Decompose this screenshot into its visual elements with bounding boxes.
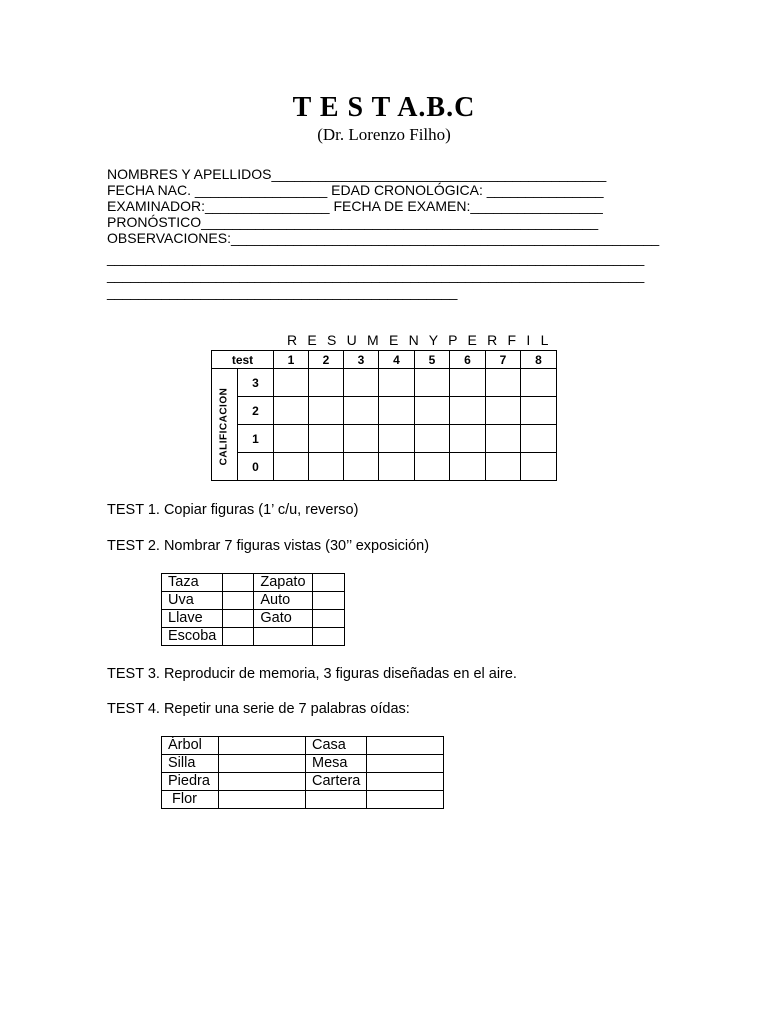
grid-cell[interactable] [344, 369, 379, 397]
grid-cell[interactable] [274, 369, 309, 397]
perfil-table [211, 350, 557, 481]
word-cell: Taza [162, 574, 223, 592]
table-row [162, 737, 444, 755]
word-cell: Escoba [162, 628, 223, 646]
field-pronostico: PRONÓSTICO___________________________________________________ [107, 214, 599, 230]
observaciones-line: _____________________________________________ [107, 284, 458, 300]
grid-cell[interactable] [344, 453, 379, 481]
word-cell: Flor [162, 791, 219, 809]
word-cell: Casa [306, 737, 367, 755]
answer-cell[interactable] [312, 592, 344, 610]
observaciones-line: _____________________________________________________________________ [107, 267, 645, 283]
score-cell: 1 [238, 425, 274, 453]
document-subtitle: (Dr. Lorenzo Filho) [317, 125, 451, 144]
word-cell: Uva [162, 592, 223, 610]
grid-cell[interactable] [521, 425, 557, 453]
answer-cell[interactable] [219, 773, 306, 791]
field-observaciones: OBSERVACIONES:_______________________________________________________ [107, 230, 660, 246]
column-header: 2 [309, 351, 344, 369]
column-header: 7 [486, 351, 521, 369]
grid-cell[interactable] [309, 369, 344, 397]
grid-cell[interactable] [309, 425, 344, 453]
column-header: 6 [450, 351, 486, 369]
answer-cell[interactable] [219, 791, 306, 809]
word-cell: Gato [254, 610, 312, 628]
grid-cell[interactable] [521, 397, 557, 425]
score-row [212, 453, 557, 481]
field-examinador: EXAMINADOR:________________ FECHA DE EXAMEN:_________________ [107, 198, 603, 214]
column-header: 4 [379, 351, 415, 369]
answer-cell[interactable] [223, 592, 254, 610]
score-cell: 2 [238, 397, 274, 425]
test1-text: TEST 1. Copiar figuras (1’ c/u, reverso) [107, 502, 359, 518]
word-cell [254, 628, 312, 646]
word-cell: Mesa [306, 755, 367, 773]
column-header: 5 [415, 351, 450, 369]
grid-cell[interactable] [415, 453, 450, 481]
score-cell: 0 [238, 453, 274, 481]
score-row [212, 425, 557, 453]
score-row [212, 397, 557, 425]
answer-cell[interactable] [223, 628, 254, 646]
grid-cell[interactable] [521, 369, 557, 397]
test2-table [161, 573, 345, 646]
grid-cell[interactable] [415, 425, 450, 453]
test-label: test [212, 351, 274, 369]
table-row [162, 773, 444, 791]
document-title: T E S T A.B.C [292, 92, 476, 123]
column-header: 3 [344, 351, 379, 369]
field-fecha-nac: FECHA NAC. _________________ EDAD CRONOLÓGICA: _______________ [107, 182, 604, 198]
answer-cell[interactable] [312, 610, 344, 628]
table-row [162, 628, 345, 646]
grid-cell[interactable] [486, 425, 521, 453]
grid-cell[interactable] [379, 369, 415, 397]
word-cell: Zapato [254, 574, 312, 592]
grid-cell[interactable] [274, 397, 309, 425]
word-cell: Cartera [306, 773, 367, 791]
observaciones-line: _____________________________________________________________________ [107, 250, 645, 266]
grid-cell[interactable] [379, 397, 415, 425]
grid-cell[interactable] [344, 425, 379, 453]
table-row [162, 574, 345, 592]
grid-cell[interactable] [450, 369, 486, 397]
answer-cell[interactable] [367, 737, 444, 755]
answer-cell[interactable] [367, 773, 444, 791]
table-row [162, 592, 345, 610]
test4-table [161, 736, 444, 809]
table-row [162, 610, 345, 628]
grid-cell[interactable] [450, 397, 486, 425]
answer-cell[interactable] [219, 755, 306, 773]
column-header: 8 [521, 351, 557, 369]
perfil-heading: R E S U M E N Y P E R F I L [287, 332, 552, 348]
word-cell: Silla [162, 755, 219, 773]
grid-cell[interactable] [274, 425, 309, 453]
answer-cell[interactable] [367, 791, 444, 809]
word-cell [306, 791, 367, 809]
calificacion-label-wrap [211, 369, 237, 484]
word-cell: Piedra [162, 773, 219, 791]
perfil-header-row [212, 351, 557, 369]
grid-cell[interactable] [486, 397, 521, 425]
grid-cell[interactable] [379, 453, 415, 481]
word-cell: Auto [254, 592, 312, 610]
answer-cell[interactable] [312, 574, 344, 592]
answer-cell[interactable] [223, 610, 254, 628]
test4-text: TEST 4. Repetir una serie de 7 palabras oídas: [107, 701, 410, 717]
grid-cell[interactable] [415, 369, 450, 397]
grid-cell[interactable] [486, 369, 521, 397]
answer-cell[interactable] [219, 737, 306, 755]
score-row [212, 369, 557, 397]
grid-cell[interactable] [309, 397, 344, 425]
grid-cell[interactable] [274, 453, 309, 481]
grid-cell[interactable] [344, 397, 379, 425]
grid-cell[interactable] [379, 425, 415, 453]
answer-cell[interactable] [223, 574, 254, 592]
answer-cell[interactable] [367, 755, 444, 773]
grid-cell[interactable] [521, 453, 557, 481]
word-cell: Árbol [162, 737, 219, 755]
grid-cell[interactable] [450, 425, 486, 453]
table-row [162, 791, 444, 809]
column-header: 1 [274, 351, 309, 369]
grid-cell[interactable] [486, 453, 521, 481]
grid-cell[interactable] [415, 397, 450, 425]
test2-text: TEST 2. Nombrar 7 figuras vistas (30’’ exposición) [107, 538, 430, 554]
score-cell: 3 [238, 369, 274, 397]
grid-cell[interactable] [309, 453, 344, 481]
test3-text: TEST 3. Reproducir de memoria, 3 figuras diseñadas en el aire. [107, 666, 517, 682]
grid-cell[interactable] [450, 453, 486, 481]
word-cell: Llave [162, 610, 223, 628]
answer-cell[interactable] [312, 628, 344, 646]
field-nombres: NOMBRES Y APELLIDOS___________________________________________ [107, 166, 607, 182]
calificacion-label: CALIFICACION [218, 387, 230, 466]
table-row [162, 755, 444, 773]
